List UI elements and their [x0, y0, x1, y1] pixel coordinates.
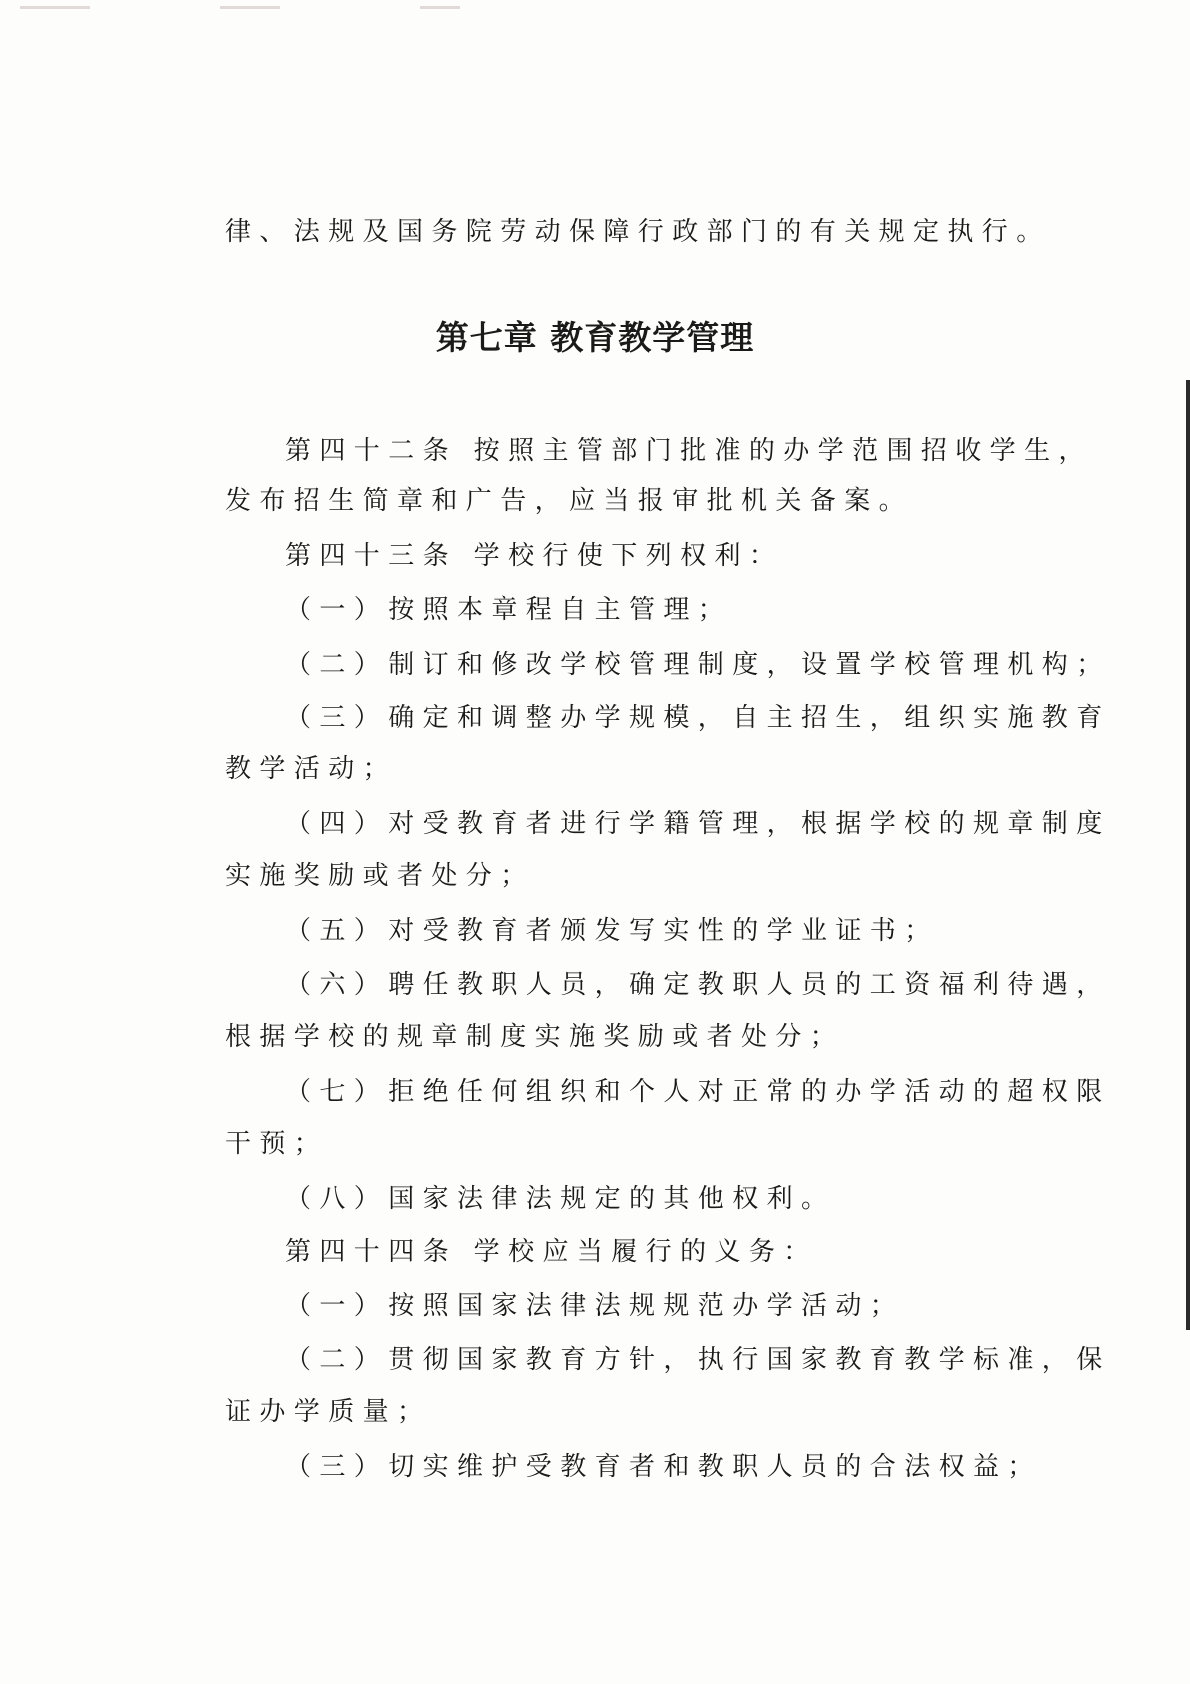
article-43-item-6-line-1: （六）聘任教职人员，确定教职人员的工资福利待遇，	[285, 970, 1111, 1000]
article-43-item-7-line-2: 干预；	[225, 1129, 329, 1159]
article-44-item-1: （一）按照国家法律法规规范办学活动；	[285, 1291, 905, 1321]
article-43-item-5: （五）对受教育者颁发写实性的学业证书；	[285, 916, 939, 946]
article-44-item-2-line-2: 证办学质量；	[225, 1397, 432, 1427]
article-43-item-1: （一）按照本章程自主管理；	[285, 595, 733, 625]
article-44-item-2-line-1: （二）贯彻国家教育方针，执行国家教育教学标准，保	[285, 1345, 1111, 1375]
article-42-line-1: 第四十二条 按照主管部门批准的办学范围招收学生，	[285, 436, 1093, 466]
article-42-line-2: 发布招生简章和广告，应当报审批机关备案。	[225, 486, 914, 516]
article-43-item-4-line-2: 实施奖励或者处分；	[225, 861, 535, 891]
article-43-item-7-line-1: （七）拒绝任何组织和个人对正常的办学活动的超权限	[285, 1077, 1111, 1107]
continuation-line: 律、法规及国务院劳动保障行政部门的有关规定执行。	[225, 217, 1051, 247]
article-43-item-3-line-2: 教学活动；	[225, 754, 398, 784]
scan-artifact	[220, 6, 280, 9]
article-43-item-2: （二）制订和修改学校管理制度，设置学校管理机构；	[285, 650, 1111, 680]
article-43-item-4-line-1: （四）对受教育者进行学籍管理，根据学校的规章制度	[285, 809, 1111, 839]
scan-artifact	[20, 6, 90, 9]
chapter-title: 第七章 教育教学管理	[435, 318, 755, 357]
article-43-heading: 第四十三条 学校行使下列权利：	[285, 541, 784, 571]
article-43-item-6-line-2: 根据学校的规章制度实施奖励或者处分；	[225, 1022, 845, 1052]
scan-artifact	[420, 6, 460, 9]
article-43-item-3-line-1: （三）确定和调整办学规模，自主招生，组织实施教育	[285, 703, 1111, 733]
scan-edge	[1186, 380, 1190, 1330]
article-44-heading: 第四十四条 学校应当履行的义务：	[285, 1237, 818, 1267]
article-43-item-8: （八）国家法律法规定的其他权利。	[285, 1184, 836, 1214]
article-44-item-3: （三）切实维护受教育者和教职人员的合法权益；	[285, 1452, 1042, 1482]
